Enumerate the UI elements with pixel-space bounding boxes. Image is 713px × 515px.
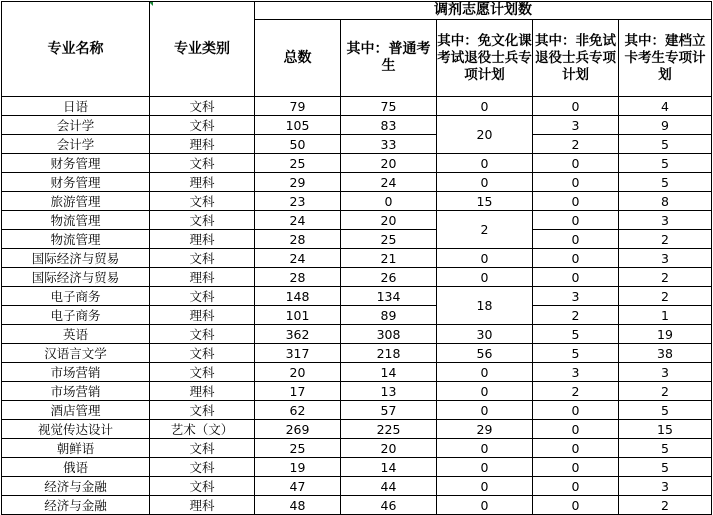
cell-major-type: 理科 [150,382,255,401]
plan-table [1,1,712,515]
cell-veteran-exempt: 15 [437,192,533,211]
cell-major-name: 旅游管理 [2,192,150,211]
table-row [2,154,712,173]
cell-regular: 89 [341,306,437,325]
cell-major-name: 国际经济与贸易 [2,249,150,268]
cell-jianli: 5 [619,458,712,477]
table-row [2,344,712,363]
cell-major-name: 经济与金融 [2,477,150,496]
cell-regular: 20 [341,211,437,230]
cell-jianli: 2 [619,268,712,287]
header-major-type: 专业类别 [150,2,255,97]
cell-major-type: 文科 [150,97,255,116]
cell-veteran-exempt: 0 [437,154,533,173]
cell-veteran-nonexempt: 0 [533,192,619,211]
cell-jianli: 3 [619,477,712,496]
cell-major-type: 理科 [150,306,255,325]
table-row [2,249,712,268]
cell-total: 362 [255,325,341,344]
cell-total: 62 [255,401,341,420]
cell-total: 47 [255,477,341,496]
cell-jianli: 38 [619,344,712,363]
cell-total: 25 [255,154,341,173]
table-row [2,439,712,458]
cell-jianli: 3 [619,249,712,268]
cell-major-name: 经济与金融 [2,496,150,515]
cell-veteran-nonexempt: 5 [533,325,619,344]
cell-major-type: 文科 [150,287,255,306]
cell-veteran-exempt: 56 [437,344,533,363]
cell-total: 79 [255,97,341,116]
cell-total: 48 [255,496,341,515]
cell-jianli: 5 [619,439,712,458]
cell-veteran-nonexempt: 0 [533,439,619,458]
cell-veteran-nonexempt: 0 [533,211,619,230]
cell-jianli: 2 [619,382,712,401]
cell-veteran-exempt: 0 [437,249,533,268]
cell-major-name: 俄语 [2,458,150,477]
table-row [2,230,712,249]
cell-major-name: 电子商务 [2,306,150,325]
cell-regular: 134 [341,287,437,306]
cell-major-name: 会计学 [2,116,150,135]
cell-regular: 83 [341,116,437,135]
table-row [2,116,712,135]
cell-total: 19 [255,458,341,477]
cell-jianli: 1 [619,306,712,325]
cell-veteran-nonexempt: 0 [533,420,619,439]
cell-major-name: 电子商务 [2,287,150,306]
cell-total: 101 [255,306,341,325]
cell-regular: 75 [341,97,437,116]
table-row [2,382,712,401]
cell-major-type: 文科 [150,458,255,477]
cell-jianli: 5 [619,401,712,420]
cell-veteran-nonexempt: 3 [533,363,619,382]
cell-regular: 46 [341,496,437,515]
cell-major-name: 物流管理 [2,230,150,249]
cell-veteran-nonexempt: 2 [533,306,619,325]
cell-jianli: 19 [619,325,712,344]
cell-total: 148 [255,287,341,306]
cell-veteran-exempt: 0 [437,439,533,458]
cell-major-type: 理科 [150,135,255,154]
cell-veteran-nonexempt: 0 [533,249,619,268]
cell-regular: 13 [341,382,437,401]
header-regular: 其中：普通考生 [341,20,437,97]
cell-jianli: 2 [619,230,712,249]
cell-major-type: 理科 [150,268,255,287]
cell-veteran-exempt: 0 [437,477,533,496]
cell-veteran-exempt: 0 [437,173,533,192]
table-row [2,173,712,192]
cell-major-type: 文科 [150,344,255,363]
cell-veteran-nonexempt: 0 [533,401,619,420]
cell-veteran-exempt: 0 [437,458,533,477]
cell-major-name: 朝鲜语 [2,439,150,458]
cell-regular: 26 [341,268,437,287]
cell-total: 24 [255,211,341,230]
cell-regular: 24 [341,173,437,192]
cell-veteran-nonexempt: 0 [533,477,619,496]
cell-regular: 44 [341,477,437,496]
cell-veteran-exempt: 0 [437,496,533,515]
cell-major-type: 文科 [150,363,255,382]
header-veteran-nonexempt: 其中：非免试退役士兵专项计划 [533,20,619,97]
cell-total: 29 [255,173,341,192]
cell-regular: 57 [341,401,437,420]
cell-veteran-exempt: 29 [437,420,533,439]
cell-regular: 218 [341,344,437,363]
table-row [2,306,712,325]
cell-veteran-exempt: 0 [437,382,533,401]
cell-veteran-exempt: 30 [437,325,533,344]
cell-total: 50 [255,135,341,154]
cell-total: 317 [255,344,341,363]
cell-major-type: 艺术（文） [150,420,255,439]
cell-regular: 14 [341,458,437,477]
cell-regular: 25 [341,230,437,249]
cell-major-name: 汉语言文学 [2,344,150,363]
cell-major-type: 文科 [150,154,255,173]
cell-major-name: 英语 [2,325,150,344]
cell-major-type: 文科 [150,116,255,135]
cell-major-name: 日语 [2,97,150,116]
cell-regular: 33 [341,135,437,154]
cell-veteran-exempt: 0 [437,363,533,382]
cell-jianli: 9 [619,116,712,135]
table-row [2,420,712,439]
cell-regular: 0 [341,192,437,211]
table-row [2,325,712,344]
cell-veteran-nonexempt: 0 [533,97,619,116]
cell-major-type: 理科 [150,230,255,249]
cell-major-name: 市场营销 [2,363,150,382]
cell-veteran-exempt: 20 [437,116,533,154]
cell-regular: 20 [341,439,437,458]
cell-jianli: 8 [619,192,712,211]
cell-total: 105 [255,116,341,135]
cell-regular: 20 [341,154,437,173]
table-row [2,135,712,154]
cell-veteran-nonexempt: 2 [533,135,619,154]
cell-major-name: 市场营销 [2,382,150,401]
cell-veteran-nonexempt: 3 [533,287,619,306]
cell-veteran-nonexempt: 3 [533,116,619,135]
cell-jianli: 2 [619,287,712,306]
cell-major-type: 文科 [150,211,255,230]
cell-veteran-exempt: 2 [437,211,533,249]
cell-jianli: 5 [619,135,712,154]
cell-total: 24 [255,249,341,268]
cell-major-type: 文科 [150,477,255,496]
table-row [2,363,712,382]
cell-major-name: 会计学 [2,135,150,154]
cell-major-name: 视觉传达设计 [2,420,150,439]
cell-jianli: 3 [619,211,712,230]
cell-major-type: 文科 [150,439,255,458]
cell-regular: 225 [341,420,437,439]
cell-veteran-exempt: 0 [437,97,533,116]
cell-jianli: 15 [619,420,712,439]
cell-major-name: 财务管理 [2,154,150,173]
cell-regular: 14 [341,363,437,382]
table-row [2,268,712,287]
header-row-1 [2,2,712,20]
cell-veteran-nonexempt: 0 [533,458,619,477]
cell-major-name: 财务管理 [2,173,150,192]
cell-jianli: 5 [619,173,712,192]
table-row [2,477,712,496]
cell-veteran-nonexempt: 0 [533,496,619,515]
table-row [2,458,712,477]
cell-jianli: 4 [619,97,712,116]
header-major-name: 专业名称 [2,2,150,97]
table-row [2,287,712,306]
cell-veteran-nonexempt: 0 [533,230,619,249]
cell-jianli: 2 [619,496,712,515]
cell-major-name: 物流管理 [2,211,150,230]
header-group-title: 调剂志愿计划数 [255,2,712,20]
cell-veteran-nonexempt: 0 [533,173,619,192]
cell-jianli: 3 [619,363,712,382]
cell-major-type: 文科 [150,401,255,420]
header-total: 总数 [255,20,341,97]
cell-major-name: 酒店管理 [2,401,150,420]
cell-total: 25 [255,439,341,458]
cell-regular: 21 [341,249,437,268]
cell-veteran-exempt: 18 [437,287,533,325]
header-jianli: 其中：建档立卡考生专项计划 [619,20,712,97]
cell-veteran-exempt: 0 [437,268,533,287]
cell-total: 28 [255,230,341,249]
cell-total: 20 [255,363,341,382]
cell-major-type: 文科 [150,325,255,344]
table-row [2,496,712,515]
cell-veteran-exempt: 0 [437,401,533,420]
cell-total: 269 [255,420,341,439]
table-row [2,97,712,116]
cell-veteran-nonexempt: 0 [533,268,619,287]
cell-jianli: 5 [619,154,712,173]
cell-major-type: 理科 [150,496,255,515]
cell-major-name: 国际经济与贸易 [2,268,150,287]
cell-veteran-nonexempt: 5 [533,344,619,363]
table-body [2,2,712,515]
header-veteran-exempt: 其中：免文化课考试退役士兵专项计划 [437,20,533,97]
table-row [2,211,712,230]
cell-major-type: 文科 [150,192,255,211]
table-row [2,192,712,211]
cell-veteran-nonexempt: 2 [533,382,619,401]
table-row [2,401,712,420]
cell-total: 23 [255,192,341,211]
cell-total: 17 [255,382,341,401]
cell-major-type: 理科 [150,173,255,192]
cell-regular: 308 [341,325,437,344]
cell-major-type: 文科 [150,249,255,268]
cell-total: 28 [255,268,341,287]
cell-veteran-nonexempt: 0 [533,154,619,173]
